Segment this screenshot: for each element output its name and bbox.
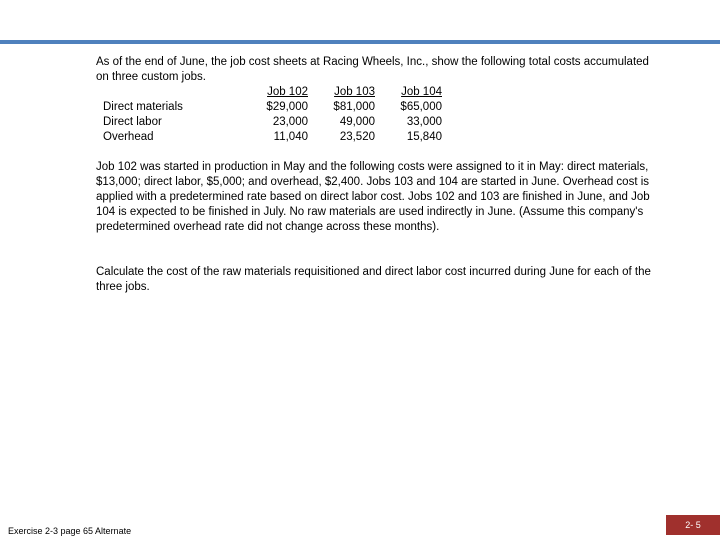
header-job-103: Job 103 bbox=[334, 86, 375, 98]
cell-value: 23,520 bbox=[339, 131, 375, 143]
page-number: 2- 5 bbox=[685, 520, 701, 530]
footer-caption: Exercise 2-3 page 65 Alternate bbox=[8, 526, 132, 536]
table-corner bbox=[96, 85, 241, 100]
table-row-direct-materials bbox=[96, 100, 442, 115]
cell-value: $29,000 bbox=[266, 101, 308, 113]
header-job-104: Job 104 bbox=[401, 86, 442, 98]
row-label: Direct materials bbox=[103, 101, 183, 113]
row-label: Direct labor bbox=[103, 116, 162, 128]
header-job-102: Job 102 bbox=[267, 86, 308, 98]
cell-value: 11,040 bbox=[273, 131, 308, 143]
cell-value: 33,000 bbox=[406, 116, 442, 128]
body-paragraph: Job 102 was started in production in May and the following costs were assigned to it in May: direct materials, $13,000; direct labor, $5,000; and overhead, $2,400. Jobs 103 and 104 are started in June. Overhead cost is applied with a predetermined rate based on direct labor cost. Jobs 102 and 103 are finished in June, and Job 104 is expected to be finished in July. No raw materials are used indirectly in June. (Assume this company's predetermined overhead rate did not change across these months). bbox=[96, 161, 650, 233]
cell-value: 15,840 bbox=[406, 131, 442, 143]
table-row-direct-labor bbox=[96, 115, 442, 130]
top-rule bbox=[0, 40, 720, 44]
page-number-badge bbox=[666, 515, 720, 535]
cell-value: $65,000 bbox=[400, 101, 442, 113]
table-row-overhead bbox=[96, 130, 442, 145]
cell-value: 49,000 bbox=[339, 116, 375, 128]
intro-paragraph: As of the end of June, the job cost sheets at Racing Wheels, Inc., show the following total costs accumulated on three custom jobs. bbox=[96, 56, 649, 83]
cell-value: $81,000 bbox=[333, 101, 375, 113]
job-cost-table bbox=[96, 85, 442, 145]
row-label: Overhead bbox=[103, 131, 154, 143]
cell-value: 23,000 bbox=[272, 116, 308, 128]
table-header-row bbox=[96, 85, 442, 100]
slide-content bbox=[96, 55, 656, 295]
question-paragraph: Calculate the cost of the raw materials requisitioned and direct labor cost incurred during June for each of the three jobs. bbox=[96, 266, 651, 293]
